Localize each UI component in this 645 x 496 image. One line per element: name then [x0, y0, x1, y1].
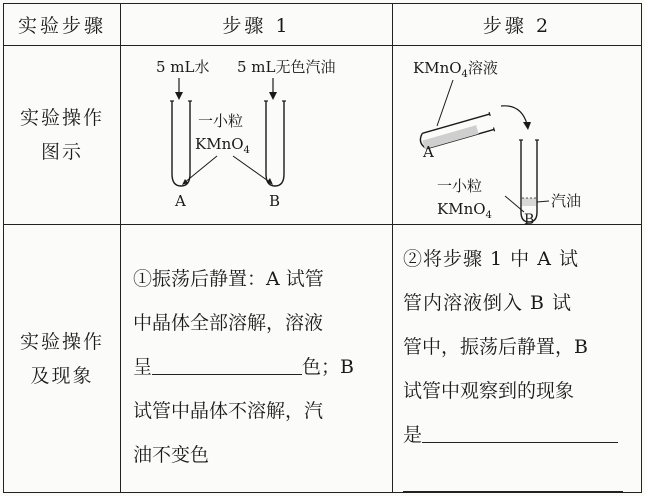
header-step-2: 步骤 2: [393, 4, 642, 46]
pour-arrowhead: [523, 122, 531, 130]
diagram-row-label-line2: 图示: [40, 141, 83, 163]
step1-text-line5: 油不变色: [133, 444, 210, 466]
test-tube-b: [521, 140, 537, 222]
step1-diagram: [121, 46, 393, 224]
gasoline-layer: [522, 198, 536, 206]
reagent-gasoline-label: 5 mL无色汽油: [237, 58, 336, 76]
step2-text-line2: 管内溶液倒入 B 试: [403, 292, 573, 314]
header-steps: 实验步骤: [4, 4, 121, 46]
observation-row-label-line2: 及现象: [30, 364, 94, 387]
step2-text-line4: 试管中观察到的现象: [403, 380, 575, 402]
solution-leader: [437, 80, 453, 126]
step1-text-line2: 中晶体全部溶解，溶液: [133, 312, 324, 334]
tube-b-label: B: [524, 212, 535, 224]
experiment-table: [3, 3, 642, 493]
tube-a-label: A: [175, 192, 186, 210]
step1-text-line1: ①振荡后静置：A 试管: [133, 268, 324, 290]
step1-observation-cell: [121, 225, 393, 493]
pour-arrowhead-a: [175, 92, 183, 100]
reagent-water-label: 5 mL水: [156, 58, 210, 76]
test-tube-a: [172, 101, 190, 186]
solution-label: KMnO$_4$溶液: [413, 59, 498, 80]
step2-text-line3: 管中，振荡后静置，B: [403, 336, 588, 358]
step2-text-line1: ②将步骤 1 中 A 试: [403, 248, 579, 270]
step2-text-line5: 是: [403, 413, 633, 457]
leader-line-b: [233, 156, 271, 183]
phenomenon-answer-blank[interactable]: [422, 420, 618, 443]
solid-label-line1: 一小粒: [198, 112, 244, 130]
solid-label-line1: 一小粒: [437, 177, 483, 195]
header-step-1: 步骤 1: [121, 4, 393, 46]
step1-figure-cell: [121, 46, 393, 225]
observation-row-label: [4, 225, 121, 493]
diagram-row-label: [4, 46, 121, 225]
leader-line-a: [184, 156, 217, 183]
pour-arrowhead-b: [269, 92, 277, 100]
step2-figure-cell: [393, 46, 642, 225]
gasoline-leader: [537, 201, 549, 202]
observation-row: [4, 225, 642, 493]
step1-text-line3: 呈 色；B: [133, 345, 382, 389]
diagram-row-label-line1: 实验操作: [19, 107, 104, 129]
step2-observation-cell: [393, 225, 642, 493]
observation-row-label-line1: 实验操作: [19, 330, 104, 353]
step2-diagram: [393, 46, 642, 224]
header-row: [4, 4, 642, 46]
color-answer-blank[interactable]: [152, 352, 302, 375]
solid-label-line2: KMnO$_4$: [195, 135, 250, 156]
tube-a-label: A: [423, 143, 434, 161]
solid-label-line2: KMnO$_4$: [437, 200, 492, 221]
diagram-row: [4, 46, 642, 225]
step1-text-line4: 试管中晶体不溶解，汽: [133, 400, 324, 422]
phenomenon-answer-blank-2[interactable]: [403, 457, 623, 492]
gasoline-label: 汽油: [551, 192, 582, 210]
test-tube-b: [266, 101, 284, 186]
tube-b-label: B: [269, 192, 281, 210]
pour-arrow: [501, 106, 527, 124]
